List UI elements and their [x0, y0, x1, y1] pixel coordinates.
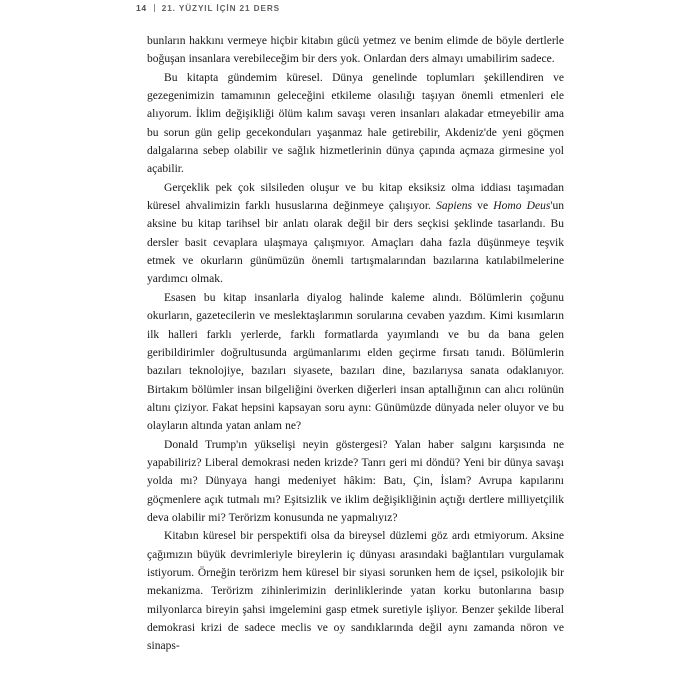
paragraph-1: bunların hakkını vermeye hiçbir kitabın gücü yetmez ve benim elimde de böyle dertlerle boğuşan insanlara verebileceğim bir ders yok. Onlardan ders almayı umabilirim sadece. [147, 35, 564, 66]
book-title-italic: Homo Deus [493, 200, 551, 213]
running-title: 21. YÜZYIL İÇİN 21 DERS [161, 4, 280, 13]
paragraph-6: Kitabın küresel bir perspektifi olsa da bireysel düzlemi göz ardı etmiyorum. Aksine çağımızın büyük devrimleriyle bireylerin iç dünyası arasındaki bağlantıları vurgulamak istiyorum. Örneğin terörizm hem küresel bir siyasi sorunken hem de içsel, psikolojik bir mekanizma. Terörizm zihinlerimizin derinliklerinde yatan korku butonlarına basıp milyonlarca bireyin şahsi imgelemini gasp etmek suretiyle işliyor. Benzer şekilde liberal demokrasi krizi de sadece meclis ve oy sandıklarında değil aynı zamanda nöron ve sinaps- [147, 530, 564, 653]
paragraph-5: Donald Trump'ın yükselişi neyin göstergesi? Yalan haber salgını karşısında ne yapabiliriz? Liberal demokrasi neden krizde? Tanrı geri mi döndü? Yeni bir dünya savaşı yolda mı? Dünyaya hangi medeniyet hâkim: Batı, Çin, İslam? Avrupa kapılarını göçmenlere açık tutmalı mı? Eşitsizlik ve iklim değişikliğinin açtığı dertlere milliyetçilik deva olabilir mi? Terörizm konusunda ne yapmalıyız? [147, 438, 564, 524]
body-text-block [147, 32, 564, 700]
book-title-italic: Sapiens [436, 200, 473, 213]
paragraph-4: Esasen bu kitap insanlarla diyalog halinde kaleme alındı. Bölümlerin çoğunu okurların, gazetecilerin ve meslektaşlarımın sorularına cevaben yazdım. Kimi kısımların ilk halleri farklı yerlerde, farklı formatlarda yayımlandı ve bu da bana gelen geribildirimler doğrultusunda argümanlarımı elden geçirme fırsatı tanıdı. Bölümlerin bazıları teknolojiye, bazıları siyasete, bazıları dine, bazılarıysa sanata odaklanıyor. Birtakım bölümler insan bilgeliğini överken diğerleri insan aptallığının can alıcı rolünün altını çiziyor. Fakat hepsini kapsayan soru aynı: Günümüzde dünyada neler oluyor ve bu olayların altında yatan anlam ne? [147, 291, 564, 433]
paragraph-2: Bu kitapta gündemim küresel. Dünya genelinde toplumları şekillendiren ve gezegenimizin tamamının geleceğini etkileme olasılığı taşıyan önemli etmenleri ele alıyorum. İklim değişikliği ölüm kalım savaşı veren insanları alakadar etmeyebilir ama bu sorun gün gelip gecekonduları yaşanmaz hale getirebilir, Akdeniz'de yeni göçmen dalgalarına sebep olabilir ve sağlık hizmetlerinin dünya çapında açmaza girmesine yol açabilir. [147, 71, 564, 176]
running-header [136, 3, 564, 13]
paragraph-3: Gerçeklik pek çok silsileden oluşur ve bu kitap eksiksiz olma iddiası taşımadan küresel ahvalimizin farklı hususlarına değinmeye çalışıyor. Sapiens ve Homo Deus'un aksine bu kitap tarihsel bir anlatı olarak değil bir ders seçkisi şeklinde tasarlandı. Bu dersler basit cevaplara ulaşmaya çalışmıyor. Amaçları daha fazla düşünmeye teşvik etmek ve okurların günümüzün önemli tartışmalarından bazılarına katılabilmelerine yardımcı olmak. [147, 181, 565, 286]
header-divider-rule [154, 4, 155, 12]
page-folio-number: 14 [136, 3, 147, 13]
